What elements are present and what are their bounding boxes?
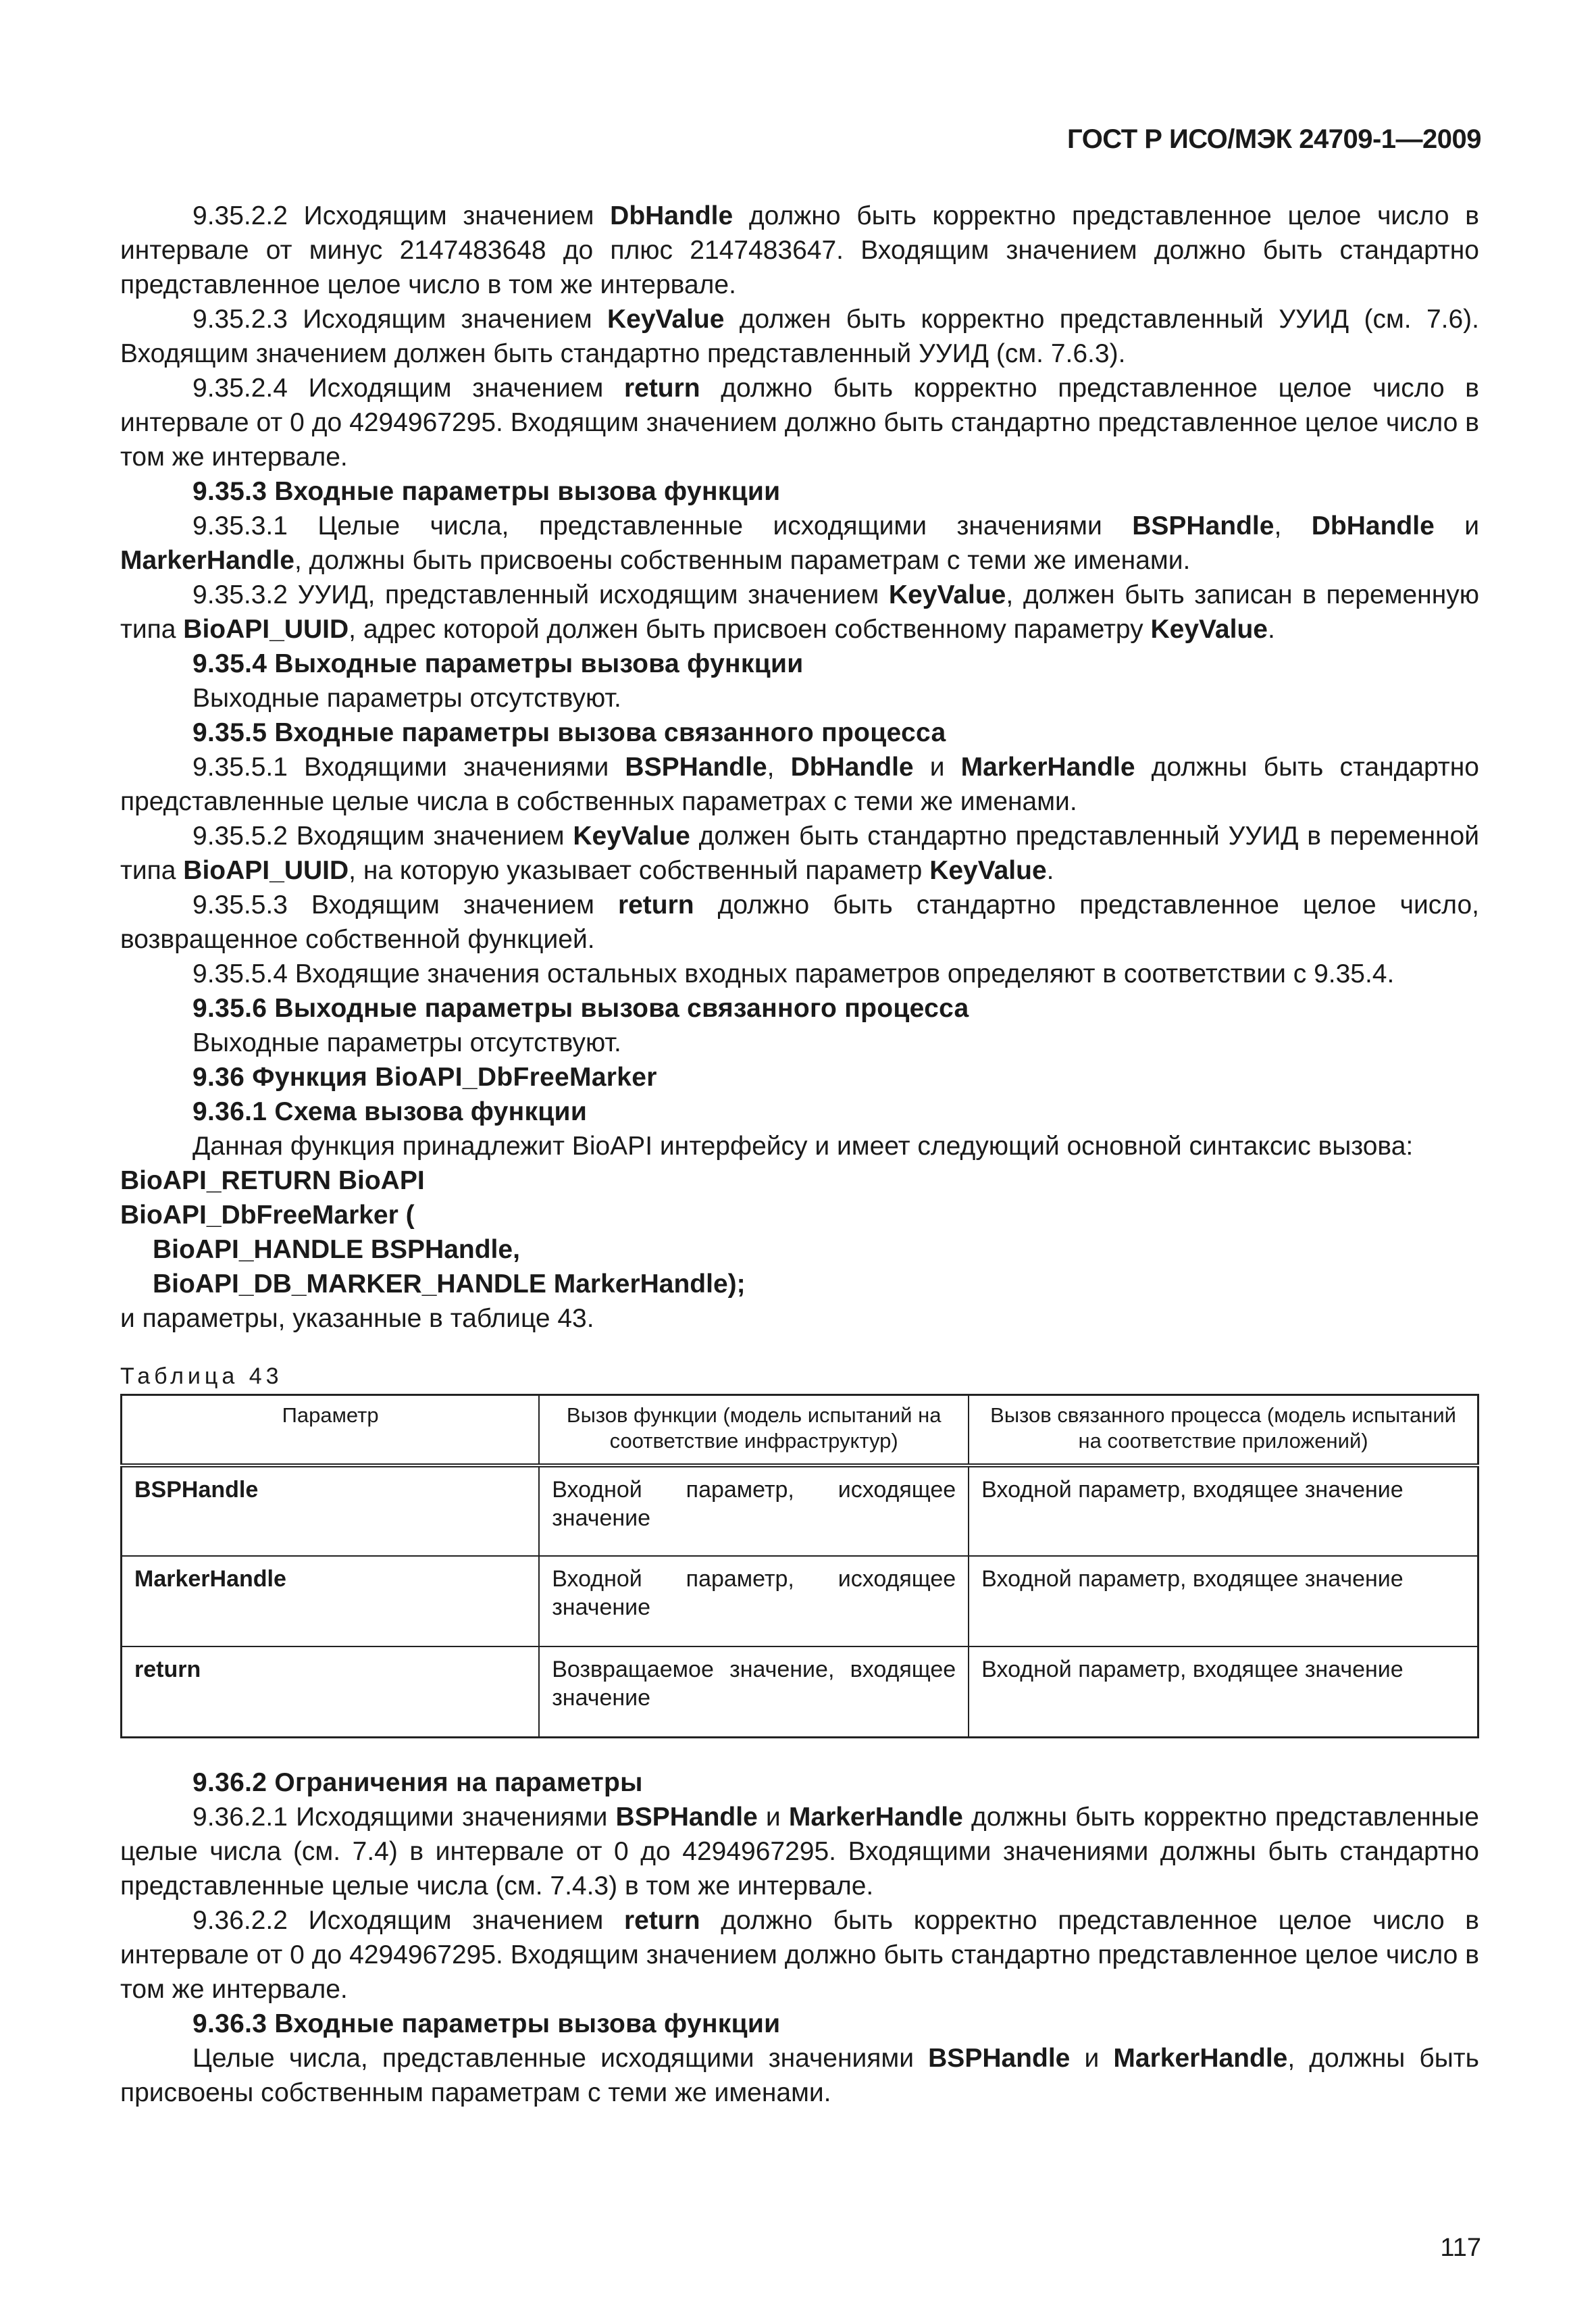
- bold-term: DbHandle: [610, 201, 733, 230]
- text-run: 9.35.3.2 УУИД, представленный исходящим значением: [192, 580, 889, 609]
- text-run: и: [1434, 511, 1480, 540]
- table-row: [122, 1465, 1478, 1556]
- section-heading: 9.36.2 Ограничения на параметры: [192, 1767, 643, 1797]
- bold-term: BSPHandle: [615, 1802, 758, 1832]
- document-body: [120, 199, 1479, 2110]
- bold-term: BSPHandle: [928, 2043, 1071, 2073]
- text-run: 9.35.3.1 Целые числа, представленные исходящими значениями: [192, 511, 1133, 540]
- text-run: 9.35.2.4 Исходящим значением: [192, 374, 624, 403]
- bold-term: BioAPI_UUID: [183, 615, 349, 644]
- paragraph: и параметры, указанные в таблице 43.: [120, 1304, 594, 1333]
- paragraph: [120, 1800, 1479, 1903]
- table-row: [122, 1556, 1478, 1646]
- bold-term: BSPHandle: [625, 753, 767, 782]
- bold-term: KeyValue: [573, 822, 690, 851]
- text-run: должны быть корректно представленные целые числа (см. 7.4) в интервале от 0 до 4294967295. Входящими значениями должны быть стандартно представленные целые числа (см. 7.4.3) в том же интервале.: [120, 1802, 1479, 1901]
- text-run: 9.35.5.4 Входящие значения остальных входных параметров определяют в соответствии с 9.35.4.: [192, 959, 1395, 988]
- table-header-cell: Вызов связанного процесса (модель испытаний на соответствие приложений): [969, 1395, 1478, 1466]
- text-run: , на которую указывает собственный параметр: [349, 856, 930, 885]
- bold-term: KeyValue: [929, 856, 1047, 885]
- table-cell: Входной параметр, входящее значение: [969, 1556, 1478, 1646]
- paragraph: [120, 957, 1479, 991]
- code-line: BioAPI_DbFreeMarker (: [120, 1201, 415, 1230]
- text-run: 9.35.5.1 Входящими значениями: [192, 753, 625, 782]
- paragraph: [120, 819, 1479, 888]
- text-run: должен быть корректно представленный УУИД (см. 7.6). Входящим значением должен быть стандартно представленный УУИД (см. 7.6.3).: [120, 305, 1479, 368]
- text-run: 9.35.2.2 Исходящим значением: [192, 201, 611, 230]
- paragraph: [120, 578, 1479, 647]
- bold-term: KeyValue: [1150, 615, 1268, 644]
- bold-term: BioAPI_UUID: [183, 856, 349, 885]
- text-run: , должен быть записан в переменную типа: [120, 580, 1479, 644]
- table-header-cell: Вызов функции (модель испытаний на соответствие инфраструктур): [539, 1395, 969, 1466]
- table-caption: Таблица 43: [120, 1363, 283, 1389]
- paragraph: [120, 888, 1479, 957]
- paragraph: [120, 750, 1479, 819]
- paragraph: [120, 681, 1479, 715]
- text-run: и: [1070, 2043, 1114, 2073]
- document-header: ГОСТ Р ИСО/МЭК 24709-1—2009: [1067, 124, 1481, 154]
- table-cell: BSPHandle: [122, 1465, 540, 1556]
- table-cell: Входной параметр, исходящее значение: [539, 1465, 969, 1556]
- bold-term: return: [617, 890, 694, 920]
- paragraph: [120, 1026, 1479, 1060]
- text-run: , должны быть присвоены собственным параметрам с теми же именами.: [294, 546, 1191, 575]
- paragraph: [120, 199, 1479, 302]
- section-heading: 9.35.6 Выходные параметры вызова связанного процесса: [192, 994, 969, 1023]
- text-run: Выходные параметры отсутствуют.: [192, 1028, 621, 1057]
- section-heading: 9.35.4 Выходные параметры вызова функции: [192, 649, 804, 678]
- table-header-row: [122, 1395, 1478, 1466]
- section-heading: 9.35.5 Входные параметры вызова связанного процесса: [192, 718, 946, 747]
- text-run: .: [1267, 615, 1275, 644]
- bold-term: DbHandle: [1311, 511, 1435, 540]
- text-run: 9.36.2.2 Исходящим значением: [192, 1905, 624, 1935]
- code-line: BioAPI_RETURN BioAPI: [120, 1166, 425, 1195]
- text-run: 9.35.5.2 Входящим значением: [192, 822, 573, 851]
- code-line: BioAPI_HANDLE BSPHandle,: [153, 1235, 520, 1264]
- bold-term: KeyValue: [888, 580, 1006, 609]
- paragraph: [120, 371, 1479, 474]
- text-run: ,: [767, 753, 791, 782]
- text-run: Целые числа, представленные исходящими значениями: [192, 2043, 929, 2073]
- bold-term: KeyValue: [607, 305, 725, 334]
- text-run: ,: [1274, 511, 1312, 540]
- bold-term: MarkerHandle: [120, 546, 294, 575]
- page-number: 117: [1440, 2234, 1481, 2262]
- bold-term: MarkerHandle: [1113, 2043, 1288, 2073]
- bold-term: BSPHandle: [1132, 511, 1275, 540]
- code-line: BioAPI_DB_MARKER_HANDLE MarkerHandle);: [153, 1269, 746, 1299]
- text-run: Выходные параметры отсутствуют.: [192, 684, 621, 713]
- table-cell: Входной параметр, входящее значение: [969, 1646, 1478, 1737]
- section-heading: 9.36.1 Схема вызова функции: [192, 1097, 588, 1126]
- bold-term: MarkerHandle: [960, 753, 1135, 782]
- bold-term: return: [623, 1905, 700, 1935]
- section-heading: 9.35.3 Входные параметры вызова функции: [192, 477, 781, 506]
- table-cell: Возвращаемое значение, входящее значение: [539, 1646, 969, 1737]
- parameters-table: [120, 1394, 1479, 1738]
- table-cell: return: [122, 1646, 540, 1737]
- table-cell: Входной параметр, исходящее значение: [539, 1556, 969, 1646]
- text-run: 9.35.2.3 Исходящим значением: [192, 305, 607, 334]
- text-run: .: [1046, 856, 1054, 885]
- paragraph: [120, 1129, 1479, 1163]
- text-run: должно быть стандартно представленное целое число, возвращенное собственной функцией.: [120, 890, 1479, 954]
- section-heading: 9.36 Функция BioAPI_DbFreeMarker: [192, 1063, 657, 1092]
- bold-term: MarkerHandle: [788, 1802, 963, 1832]
- text-run: и: [913, 753, 961, 782]
- table-row: [122, 1646, 1478, 1737]
- section-heading: 9.36.3 Входные параметры вызова функции: [192, 2009, 781, 2038]
- table-cell: Входной параметр, входящее значение: [969, 1465, 1478, 1556]
- paragraph: [120, 302, 1479, 371]
- text-run: и: [757, 1802, 789, 1832]
- paragraph: [120, 2041, 1479, 2110]
- text-run: Данная функция принадлежит BioAPI интерфейсу и имеет следующий основной синтаксис вызова:: [192, 1132, 1414, 1161]
- text-run: должны быть стандартно представленные целые числа в собственных параметрах с теми же именами.: [120, 753, 1479, 816]
- text-run: должно быть корректно представленное целое число в интервале от минус 2147483648 до плюс 2147483647. Входящим значением должно быть стандартно представленное целое число в том же интервале.: [120, 201, 1479, 299]
- table-cell: MarkerHandle: [122, 1556, 540, 1646]
- paragraph: [120, 1903, 1479, 2007]
- paragraph: [120, 509, 1479, 578]
- text-run: 9.36.2.1 Исходящими значениями: [192, 1802, 616, 1832]
- text-run: 9.35.5.3 Входящим значением: [192, 890, 618, 920]
- bold-term: DbHandle: [790, 753, 914, 782]
- text-run: должен быть стандартно представленный УУИД в переменной типа: [120, 822, 1479, 885]
- bold-term: return: [623, 374, 700, 403]
- table-header-cell: Параметр: [122, 1395, 540, 1466]
- text-run: должно быть корректно представленное целое число в интервале от 0 до 4294967295. Входящим значением должно быть стандартно представленное целое число в том же интервале.: [120, 1905, 1479, 2004]
- text-run: должно быть корректно представленное целое число в интервале от 0 до 4294967295. Входящим значением должно быть стандартно представленное целое число в том же интервале.: [120, 374, 1479, 472]
- text-run: , должны быть присвоены собственным параметрам с теми же именами.: [120, 2043, 1479, 2107]
- text-run: , адрес которой должен быть присвоен собственному параметру: [349, 615, 1151, 644]
- table-container: [120, 1394, 1479, 1738]
